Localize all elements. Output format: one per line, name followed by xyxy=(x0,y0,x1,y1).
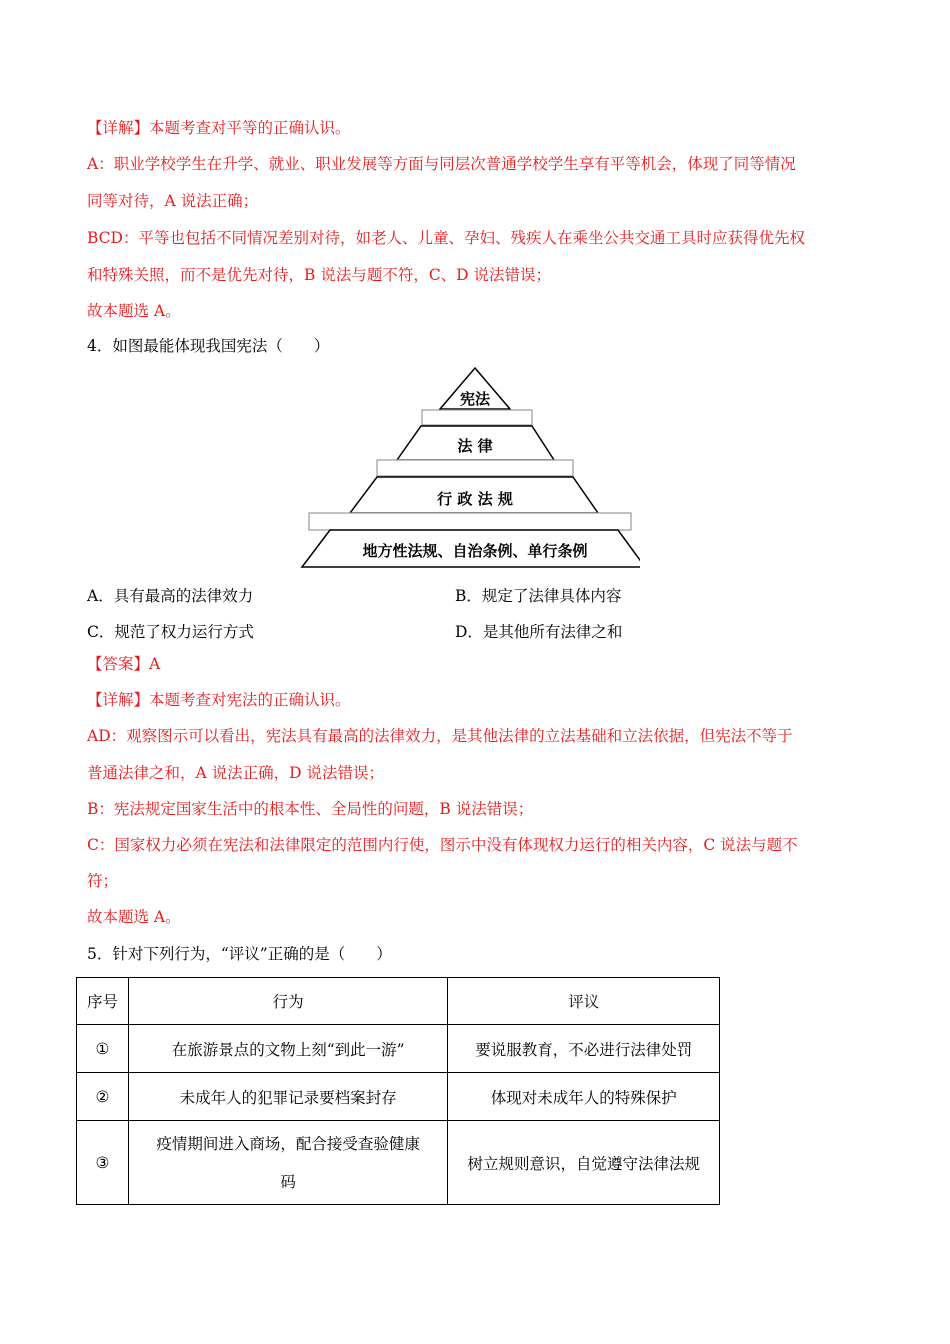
q4-option-ad-explanation-line1: AD：观察图示可以看出，宪法具有最高的法律效力，是其他法律的立法基础和立法依据，但宪法不等于 xyxy=(87,727,793,745)
table-row xyxy=(77,1121,720,1205)
pyramid-label-law: 法 律 xyxy=(457,437,493,455)
q3-option-a-explanation-line2: 同等对待，A 说法正确； xyxy=(87,192,259,210)
row-number: ③ xyxy=(77,1121,129,1205)
q4-question: 4．如图最能体现我国宪法（ ） xyxy=(87,337,330,355)
q4-option-c: C．规范了权力运行方式 xyxy=(87,623,254,641)
row-comment: 体现对未成年人的特殊保护 xyxy=(448,1073,720,1121)
pyramid-separator xyxy=(309,513,631,530)
q4-option-d: D．是其他所有法律之和 xyxy=(455,623,623,641)
q4-option-ad-explanation-line2: 普通法律之和，A 说法正确，D 说法错误； xyxy=(87,764,384,782)
q4-option-c-explanation-line2: 符； xyxy=(87,872,119,890)
law-hierarchy-pyramid xyxy=(300,360,640,574)
q3-option-bcd-explanation-line2: 和特殊关照，而不是优先对待，B 说法与题不符，C、D 说法错误； xyxy=(87,266,552,284)
q4-conclusion: 故本题选 A。 xyxy=(87,908,181,926)
q3-option-a-explanation-line1: A：职业学校学生在升学、就业、职业发展等方面与同层次普通学校学生享有平等机会，体现了同等情况 xyxy=(87,155,796,173)
row-comment: 要说服教育，不必进行法律处罚 xyxy=(448,1025,720,1073)
table-header-number: 序号 xyxy=(77,978,129,1025)
q3-conclusion: 故本题选 A。 xyxy=(87,302,181,320)
row-action: 在旅游景点的文物上刻“到此一游” xyxy=(128,1025,448,1073)
q4-option-b-explanation: B：宪法规定国家生活中的根本性、全局性的问题，B 说法错误； xyxy=(87,800,534,818)
q4-option-a: A．具有最高的法律效力 xyxy=(87,587,254,605)
row-action: 未成年人的犯罪记录要档案封存 xyxy=(128,1073,448,1121)
table-header-row xyxy=(77,978,720,1025)
q4-detail: 【详解】本题考查对宪法的正确认识。 xyxy=(87,691,351,709)
table-header-comment: 评议 xyxy=(448,978,720,1025)
table-row xyxy=(77,1073,720,1121)
pyramid-separator xyxy=(377,460,573,476)
q4-answer: 【答案】A xyxy=(87,655,161,673)
q5-question: 5．针对下列行为，“评议”正确的是（ ） xyxy=(87,945,392,963)
row-action: 疫情期间进入商场，配合接受查验健康码 xyxy=(128,1121,448,1205)
q4-option-b: B．规定了法律具体内容 xyxy=(455,587,622,605)
table-row xyxy=(77,1025,720,1073)
pyramid-label-constitution: 宪法 xyxy=(459,390,491,408)
q4-option-c-explanation-line1: C：国家权力必须在宪法和法律限定的范围内行使，图示中没有体现权力运行的相关内容，C 说法与题不 xyxy=(87,836,798,854)
pyramid-label-administrative-regulations: 行 政 法 规 xyxy=(437,490,513,508)
pyramid-separator xyxy=(422,410,532,425)
table-header-action: 行为 xyxy=(128,978,448,1025)
q3-detail: 【详解】本题考查对平等的正确认识。 xyxy=(87,119,351,137)
row-number: ① xyxy=(77,1025,129,1073)
pyramid-label-local-regulations: 地方性法规、自治条例、单行条例 xyxy=(362,542,588,560)
q5-table xyxy=(76,977,720,1205)
q3-option-bcd-explanation-line1: BCD：平等也包括不同情况差别对待，如老人、儿童、孕妇、残疾人在乘坐公共交通工具时应获得优先权 xyxy=(87,229,805,247)
row-comment: 树立规则意识，自觉遵守法律法规 xyxy=(448,1121,720,1205)
row-number: ② xyxy=(77,1073,129,1121)
